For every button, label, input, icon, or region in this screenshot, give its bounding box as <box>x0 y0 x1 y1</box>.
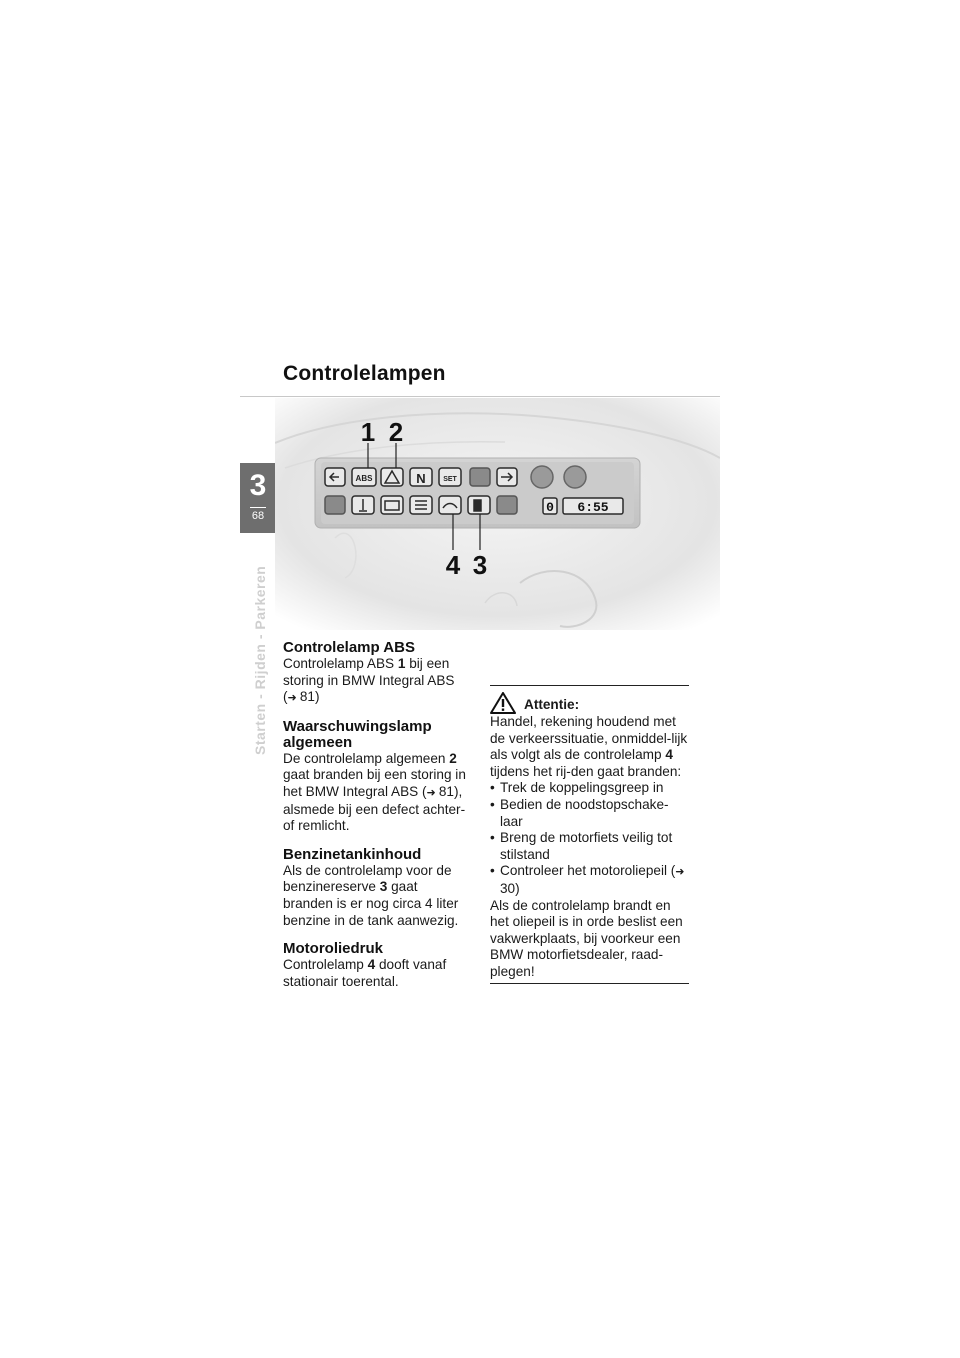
callout-1: 1 <box>360 417 376 447</box>
clock-display: 6:55 <box>577 500 609 515</box>
list-item: • Breng de motorfiets veilig tot stilstand <box>490 830 690 863</box>
chapter-divider <box>250 507 266 508</box>
section-body: Controlelamp ABS 1 bij een storing in BMW Integral ABS (➜ 81) <box>283 656 455 705</box>
page-title: Controlelampen <box>283 362 446 385</box>
list-item: • Bedien de noodstopschake-laar <box>490 797 690 830</box>
warning-bottom-rule <box>490 983 689 984</box>
section-body: Als de controlelamp voor de benzinereserve 3 gaat branden is er nog circa 4 liter benzine in de tank aanwezig. <box>283 862 459 928</box>
section-oil-pressure <box>283 941 468 990</box>
page-number: 68 <box>251 510 265 522</box>
abs-indicator-label: ABS <box>355 474 373 483</box>
warning-steps <box>490 780 690 897</box>
chapter-number: 3 <box>249 469 267 502</box>
callout-3: 3 <box>472 550 488 580</box>
warning-top-rule <box>490 685 689 686</box>
title-divider <box>240 396 720 397</box>
section-heading: Motoroliedruk <box>283 940 383 958</box>
section-body: De controlelamp algemeen 2 gaat branden bij een storing in het BMW Integral ABS (➜ 81), alsmede bij een defect achter- of remlicht. <box>283 750 466 834</box>
callout-4: 4 <box>445 550 461 580</box>
section-heading: Controlelamp ABS <box>283 639 415 656</box>
section-general-warning <box>283 719 468 835</box>
section-abs <box>283 640 468 707</box>
left-column <box>283 640 468 1002</box>
callout-2: 2 <box>388 417 404 447</box>
warning-outro: Als de controlelamp brandt en het oliepeil is in orde beslist een vakwerkplaats, bij voorkeur een BMW motorfietsdealer, raad-plegen! <box>490 897 683 979</box>
list-item: • Controleer het motoroliepeil (➜ 30) <box>490 863 690 897</box>
warning-intro: Handel, rekening houdend met de verkeerssituatie, onmiddel-lijk als volgt als de controlelamp 4 tijdens het rij-den gaat branden: <box>490 714 688 779</box>
chapter-side-label: Starten - Rijden - Parkeren <box>252 565 268 755</box>
warning-header <box>490 692 690 714</box>
neutral-indicator-label: N <box>416 471 426 486</box>
reference-arrow-icon: ➜ <box>287 692 300 705</box>
list-item: • Trek de koppelingsgreep in <box>490 780 690 797</box>
warning-box <box>490 685 690 984</box>
warning-triangle-icon <box>490 692 516 714</box>
instrument-panel-photo <box>275 398 720 630</box>
set-indicator-label: SET <box>443 476 457 483</box>
section-body: Controlelamp 4 dooft vanaf stationair toerental. <box>283 957 447 989</box>
section-heading: Waarschuwingslamp algemeen <box>283 717 432 751</box>
reference-arrow-icon: ➜ <box>675 866 685 879</box>
reference-arrow-icon: ➜ <box>426 786 439 799</box>
section-heading: Benzinetankinhoud <box>283 845 422 863</box>
chapter-tab <box>240 463 276 533</box>
gear-display: 0 <box>546 500 554 515</box>
section-fuel <box>283 847 468 929</box>
warning-title: Attentie: <box>524 697 580 713</box>
